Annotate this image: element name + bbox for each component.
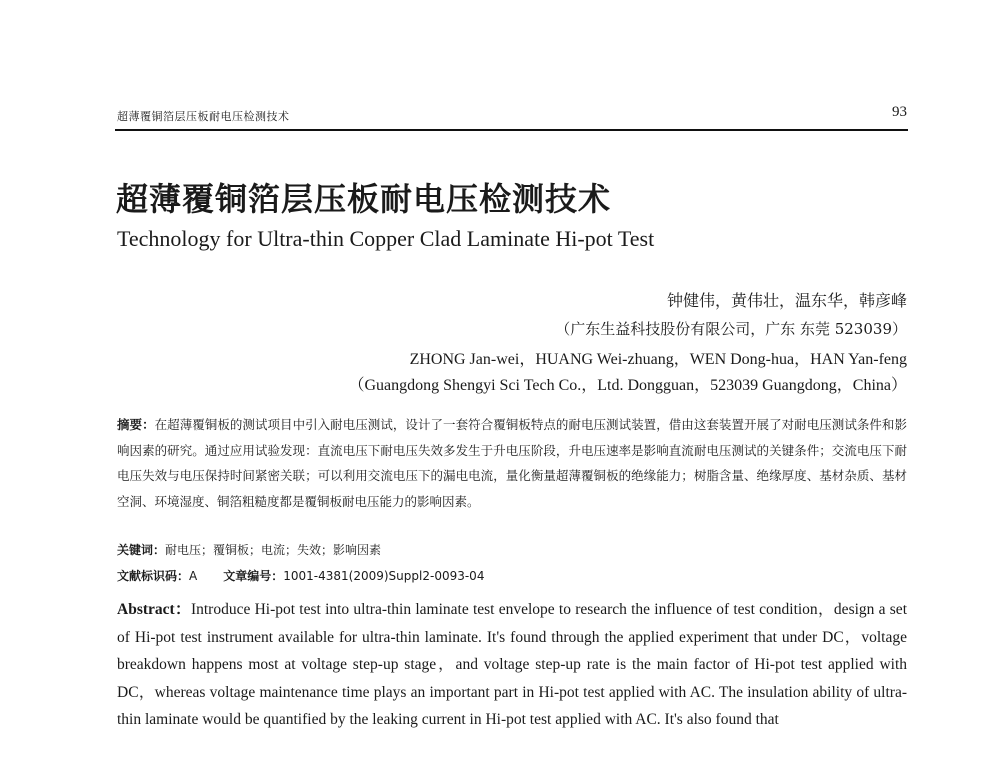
header-rule <box>115 129 908 131</box>
article-title-zh: 超薄覆铜箔层压板耐电压检测技术 <box>116 180 612 218</box>
article-title-en: Technology for Ultra-thin Copper Clad Laminate Hi-pot Test <box>117 226 655 251</box>
keywords-line <box>117 541 381 558</box>
doc-code: A <box>189 569 198 583</box>
abstract-en-text: Introduce Hi-pot test into ultra-thin laminate test envelope to research the influence of test condition，design a set of Hi-pot test instrument available for ultra-thin laminate. It's found through the applied experiment that under DC，voltage breakdown happens most at voltage step-up stage，and voltage step-up rate is the main factor of Hi-pot test applied with DC，whereas voltage maintenance time plays an important part in Hi-pot test applied with AC. The insulation ability of ultra-thin laminate would be quantified by the leaking current in Hi-pot test applied with AC. It's also found that <box>117 601 907 729</box>
keywords-label: 关键词： <box>117 543 166 557</box>
keywords-text: 耐电压；覆铜板；电流；失效；影响因素 <box>165 543 382 557</box>
abstract-en <box>117 596 907 734</box>
article-no-label: 文章编号： <box>223 569 284 583</box>
authors-en: ZHONG Jan-wei，HUANG Wei-zhuang，WEN Dong-hua，HAN Yan-feng <box>409 351 907 368</box>
codes-line <box>117 567 484 584</box>
affiliation-en: （Guangdong Shengyi Sci Tech Co.，Ltd. Dongguan，523039 Guangdong，China） <box>348 377 907 394</box>
running-title: 超薄覆铜箔层压板耐电压检测技术 <box>117 110 290 123</box>
abstract-zh-label: 摘要： <box>117 417 155 432</box>
doc-code-label: 文献标识码： <box>117 569 190 583</box>
authors-zh: 钟健伟，黄伟壮，温东华，韩彦峰 <box>666 291 907 310</box>
page-number: 93 <box>892 104 907 120</box>
article-no: 1001-4381(2009)Suppl2-0093-04 <box>283 569 485 583</box>
abstract-zh-text: 在超薄覆铜板的测试项目中引入耐电压测试，设计了一套符合覆铜板特点的耐电压测试装置，借由这套装置开展了对耐电压测试条件和影响因素的研究。通过应用试验发现：直流电压下耐电压失效多发生于升电压阶段，升电压速率是影响直流耐电压测试的关键条件；交流电压下耐电压失效与电压保持时间紧密关联；可以利用交流电压下的漏电电流，量化衡量超薄覆铜板的绝缘能力；树脂含量、绝缘厚度、基材杂质、基材空洞、环境湿度、铜箔粗糙度都是覆铜板耐电压能力的影响因素。 <box>117 417 907 509</box>
abstract-en-label: Abstract： <box>117 601 191 618</box>
affiliation-zh: （广东生益科技股份有限公司，广东 东莞 523039） <box>555 320 907 338</box>
abstract-zh <box>117 412 907 514</box>
